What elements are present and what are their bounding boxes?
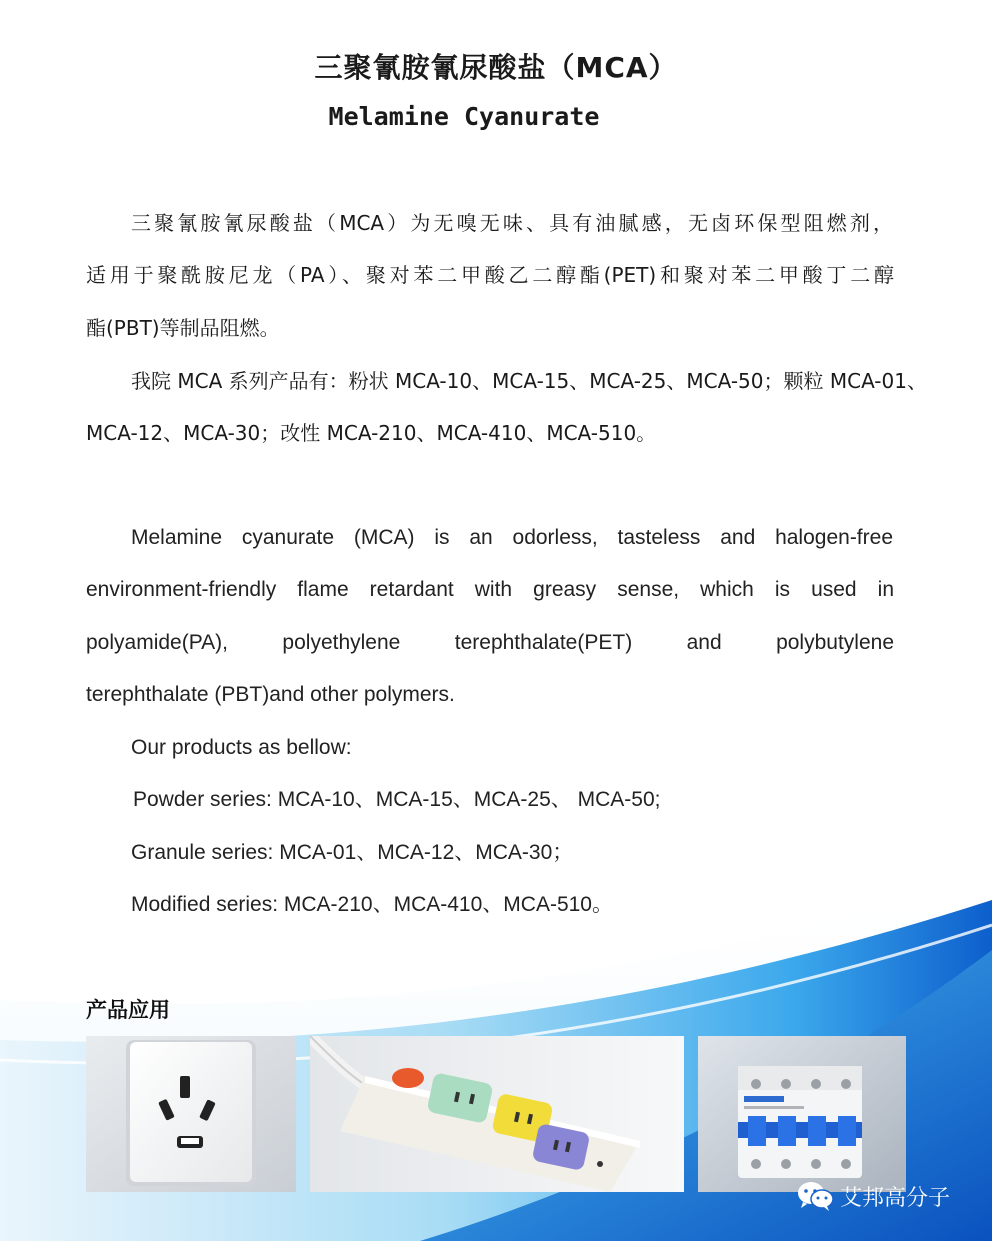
cn-products-line-2: MCA-12、MCA-30；改性 MCA-210、MCA-410、MCA-510。 <box>86 421 657 445</box>
products-intro: Our products as bellow: <box>131 736 352 759</box>
en-paragraph-line-1: Melamine cyanurate (MCA) is an odorless, tasteless and halogen-free <box>131 526 893 549</box>
circuit-breaker-photo <box>698 1036 906 1192</box>
applications-title: 产品应用 <box>86 998 170 1022</box>
modified-series: Modified series: MCA-210、MCA-410、MCA-510。 <box>131 893 613 916</box>
cn-products-line-1: 我院 MCA 系列产品有：粉状 MCA-10、MCA-15、MCA-25、MCA-50；颗粒 MCA-01、 <box>131 369 927 393</box>
granule-series: Granule series: MCA-01、MCA-12、MCA-30； <box>131 841 574 864</box>
cn-paragraph-line-1: 三聚氰胺氰尿酸盐（MCA）为无嗅无味、具有油腻感，无卤环保型阻燃剂， <box>131 211 893 235</box>
en-paragraph-line-2: environment-friendly flame retardant with greasy sense, which is used in <box>86 578 894 601</box>
cn-paragraph-line-3: 酯(PBT)等制品阻燃。 <box>86 316 280 340</box>
power-strip-photo <box>310 1036 684 1192</box>
brand-watermark <box>796 1180 950 1212</box>
brand-name: 艾邦高分子 <box>840 1185 951 1211</box>
cn-paragraph-line-2: 适用于聚酰胺尼龙（PA）、聚对苯二甲酸乙二醇酯(PET)和聚对苯二甲酸丁二醇 <box>86 263 894 287</box>
powder-series: Powder series: MCA-10、MCA-15、MCA-25、 MCA-50; <box>133 788 661 811</box>
wechat-icon <box>796 1180 834 1212</box>
wall-socket-photo <box>86 1036 296 1192</box>
en-paragraph-line-4: terephthalate (PBT)and other polymers. <box>86 683 455 706</box>
title-english: Melamine Cyanurate <box>328 102 600 131</box>
title-chinese: 三聚氰胺氰尿酸盐（MCA） <box>314 51 678 84</box>
en-paragraph-line-3: polyamide(PA), polyethylene terephthalate(PET) and polybutylene <box>86 631 894 654</box>
